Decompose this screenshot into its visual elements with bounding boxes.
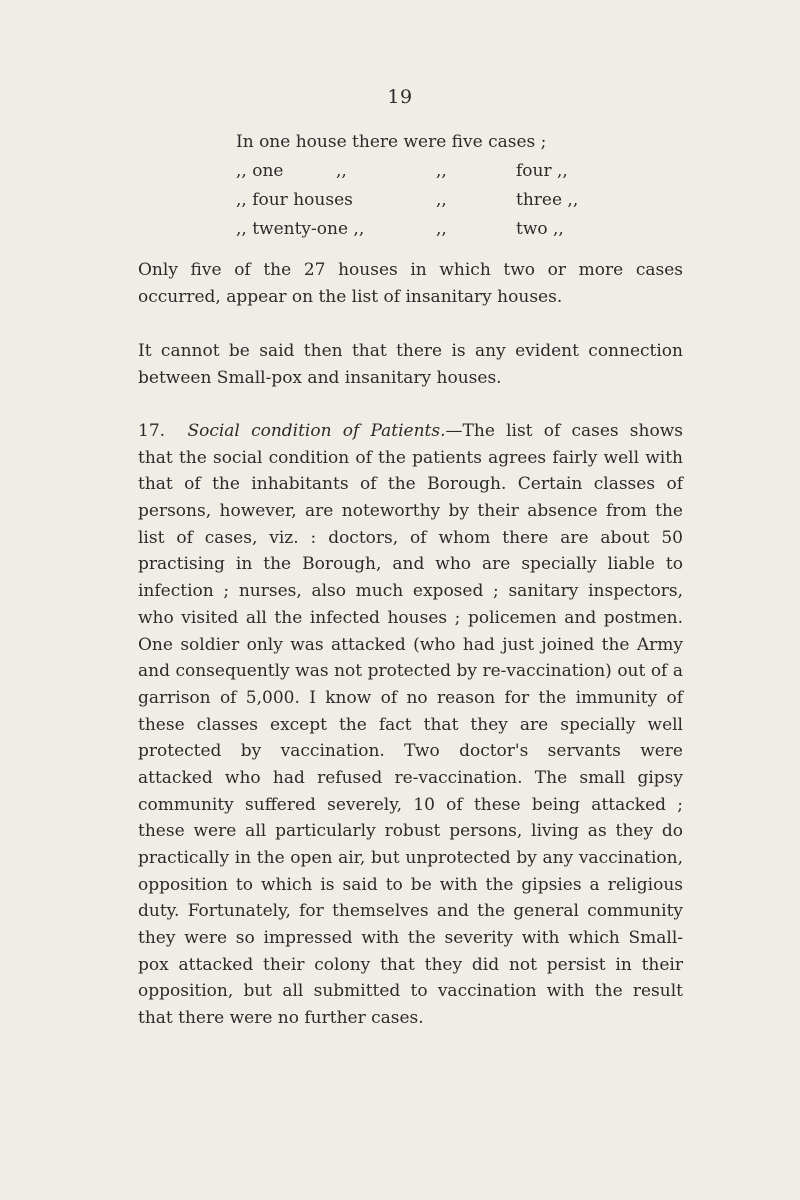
tally-row: ,, twenty-one ,, ,, two ,, [236,219,564,239]
text-line: infection ; nurses, also much exposed ; sanitary inspectors, [138,581,683,602]
section-heading-rest: —The list of cases shows [445,421,683,441]
tally-first-line: In one house there were five cases ; [236,132,547,152]
text-line: practically in the open air, but unprotected by any vaccination, [138,848,683,868]
case-tally [236,128,579,244]
text-line: occurred, appear on the list of insanitary houses. [138,286,563,307]
text-line: opposition, but all submitted to vaccination with the result [138,981,683,1002]
text-line: these were all particularly robust persons, living as they do [138,821,683,842]
text-line: duty. Fortunately, for themselves and the general community [138,901,683,922]
text-line: that there were no further cases. [138,1008,424,1029]
paragraph-no-connection [138,338,683,391]
text-line: One soldier only was attacked (who had just joined the Army [138,634,683,655]
text-line: list of cases, viz. : doctors, of whom there are about 50 [138,527,683,548]
text-line: practising in the Borough, and who are specially liable to [138,554,683,575]
paragraph-social-condition [138,418,683,1032]
text-line: pox attacked their colony that they did not persist in their [138,954,683,975]
text-line: Only five of the 27 houses in which two or more cases [138,260,683,280]
tally-row: ,, one ,, ,, four ,, [236,161,568,181]
section-heading-line [138,418,683,445]
text-line: that of the inhabitants of the Borough. Certain classes of [138,474,683,495]
text-line: they were so impressed with the severity with which Small- [138,928,683,949]
text-line: that the social condition of the patients agrees fairly well with [138,447,683,468]
page-number: 19 [387,86,413,108]
text-line: between Small-pox and insanitary houses. [138,367,502,388]
section-number: 17. [138,421,166,441]
text-line: attacked who had refused re-vaccination. The small gipsy [138,767,683,788]
text-line: garrison of 5,000. I know of no reason for the immunity of [138,687,683,708]
text-line: and consequently was not protected by re-vaccination) out of a [138,661,683,682]
text-line: community suffered severely, 10 of these being attacked ; [138,794,683,815]
tally-row: ,, four houses ,, three ,, [236,190,579,210]
text-line: It cannot be said then that there is any evident connection [138,341,683,361]
text-line: opposition to which is said to be with the gipsies a religious [138,874,683,895]
section-title: Social condition of Patients. [187,421,446,441]
paragraph-insanitary-houses [138,257,683,310]
text-line: protected by vaccination. Two doctor's servants were [138,741,683,762]
text-line: these classes except the fact that they are specially well [138,714,683,735]
text-line: who visited all the infected houses ; policemen and postmen. [138,607,683,628]
text-line: persons, however, are noteworthy by their absence from the [138,501,683,522]
